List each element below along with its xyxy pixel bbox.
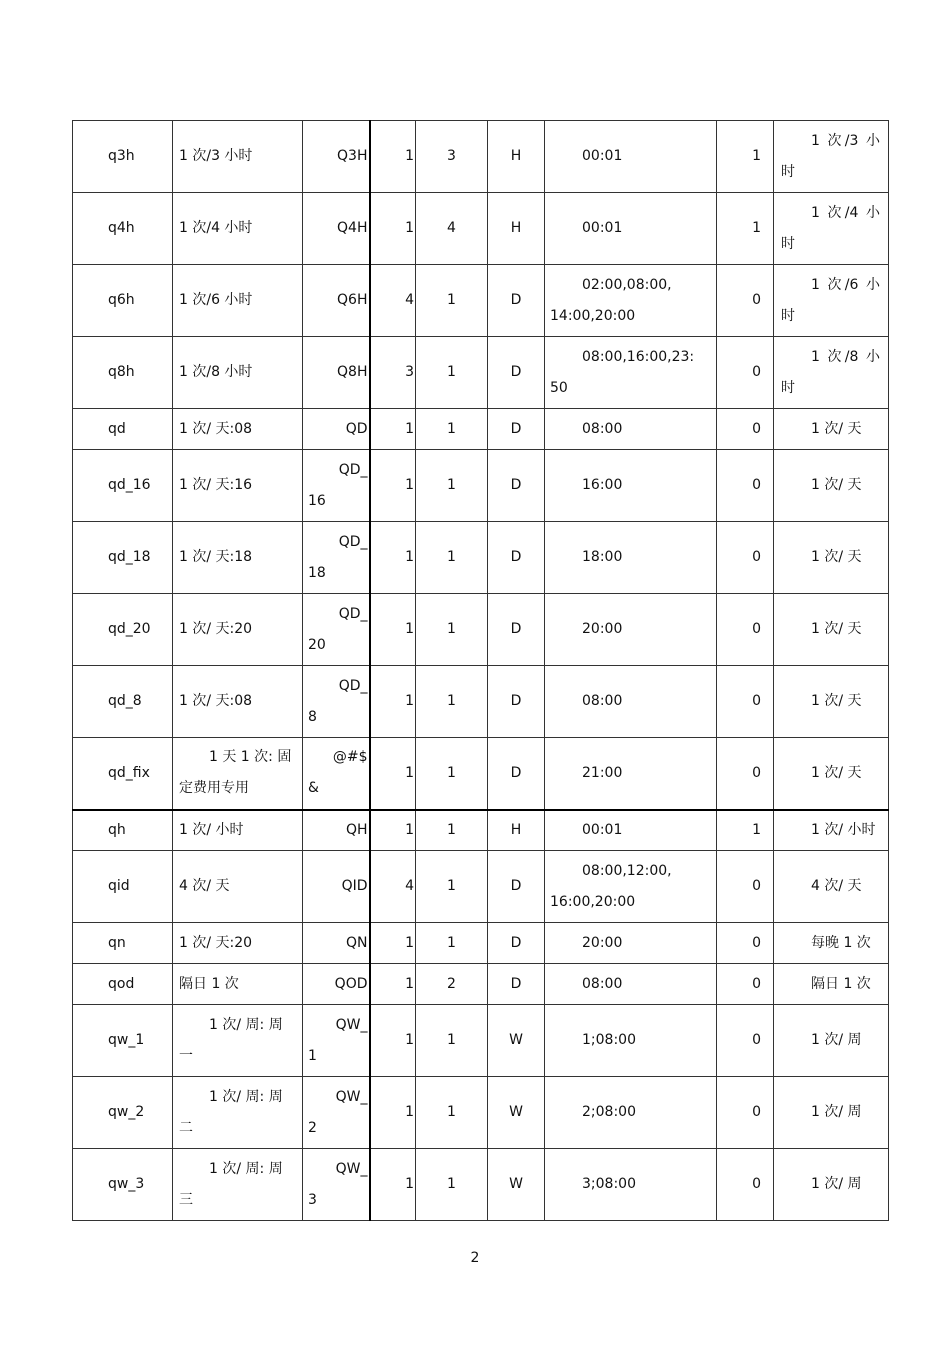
times-count: 1 [370,121,416,193]
flag-value: 0 [717,265,774,337]
interval-value: 1 [416,450,488,522]
frequency-code: q4h [73,193,173,265]
execution-times-line: 2;08:00 [582,1104,636,1120]
frequency-abbreviation [303,594,370,666]
frequency-note-line: 1 次/8 小 [811,348,880,365]
frequency-code: qw_3 [73,1149,173,1221]
interval-unit: D [488,923,545,964]
table-row [73,121,889,193]
execution-times [545,193,717,265]
frequency-abbreviation-line: QD_ [338,605,368,622]
frequency-code: qd_18 [73,522,173,594]
frequency-description-line: 隔日 1 次 [179,975,239,992]
interval-unit: D [488,265,545,337]
frequency-description [173,738,303,810]
frequency-note-line: 1 次/ 天 [811,693,862,709]
frequency-abbreviation-line: QID [341,878,368,894]
table-row [73,409,889,450]
execution-times [545,450,717,522]
execution-times [545,121,717,193]
execution-times-line: 00:01 [582,220,623,236]
frequency-abbreviation-line: QD_ [338,533,368,550]
flag-value: 0 [717,409,774,450]
frequency-abbreviation-line: QN [346,934,368,951]
execution-times-line: 3;08:00 [582,1176,636,1192]
frequency-abbreviation-line: 18 [308,564,326,581]
flag-value: 0 [717,851,774,923]
frequency-abbreviation [303,265,370,337]
interval-unit: W [488,1005,545,1077]
interval-unit: D [488,594,545,666]
execution-times-line: 08:00 [582,975,623,992]
frequency-note [774,522,889,594]
frequency-note-line: 4 次/ 天 [811,878,862,894]
frequency-note [774,450,889,522]
frequency-code: q3h [73,121,173,193]
frequency-description [173,810,303,851]
frequency-description [173,337,303,409]
frequency-abbreviation-line: 3 [308,1191,317,1208]
table-row [73,1149,889,1221]
frequency-description-line: 1 次/ 天:16 [179,477,253,493]
flag-value: 1 [717,193,774,265]
frequency-note-line: 1 次/ 天 [811,477,862,493]
interval-unit: D [488,666,545,738]
frequency-note [774,409,889,450]
frequency-description [173,265,303,337]
frequency-code: qd_8 [73,666,173,738]
frequency-note [774,738,889,810]
frequency-description [173,121,303,193]
frequency-note [774,337,889,409]
frequency-abbreviation [303,1005,370,1077]
frequency-note-line: 1 次/ 天 [811,621,862,637]
flag-value: 0 [717,337,774,409]
frequency-abbreviation-line: 2 [308,1119,317,1136]
times-count: 1 [370,810,416,851]
frequency-abbreviation [303,1077,370,1149]
frequency-note-line: 每晚 1 次 [811,934,871,951]
execution-times-line: 18:00 [582,549,623,565]
execution-times [545,1005,717,1077]
frequency-code: qd_20 [73,594,173,666]
frequency-description [173,964,303,1005]
frequency-abbreviation-line: & [308,780,319,797]
frequency-note [774,594,889,666]
frequency-abbreviation-line: 8 [308,708,317,725]
frequency-note-line: 1 次/ 周 [811,1104,862,1120]
frequency-abbreviation [303,923,370,964]
flag-value: 0 [717,1077,774,1149]
interval-value: 1 [416,738,488,810]
frequency-abbreviation-line: Q6H [337,292,368,308]
flag-value: 0 [717,450,774,522]
frequency-description [173,594,303,666]
frequency-note [774,1005,889,1077]
table-row [73,337,889,409]
interval-unit: H [488,121,545,193]
frequency-abbreviation [303,450,370,522]
execution-times-line: 14:00,20:00 [550,307,636,324]
interval-value: 1 [416,337,488,409]
execution-times [545,851,717,923]
times-count: 1 [370,1077,416,1149]
frequency-abbreviation-line: QW_ [335,1016,368,1033]
flag-value: 0 [717,923,774,964]
frequency-code: qd_fix [73,738,173,810]
frequency-abbreviation [303,666,370,738]
frequency-note-line: 1 次/ 周 [811,1032,862,1048]
frequency-abbreviation [303,193,370,265]
frequency-note [774,121,889,193]
frequency-abbreviation-line: 1 [308,1047,317,1064]
frequency-abbreviation-line: QOD [334,975,368,992]
frequency-code: q8h [73,337,173,409]
frequency-note-line: 1 次/ 天 [811,549,862,565]
frequency-code: qd [73,409,173,450]
frequency-abbreviation [303,522,370,594]
execution-times-line: 08:00,12:00, [582,862,672,879]
table-row [73,265,889,337]
interval-value: 1 [416,923,488,964]
interval-unit: W [488,1077,545,1149]
execution-times [545,738,717,810]
times-count: 1 [370,964,416,1005]
times-count: 4 [370,265,416,337]
frequency-description-line: 1 次/ 天:20 [179,934,253,951]
frequency-note-line: 1 次/ 小时 [811,821,876,838]
execution-times [545,265,717,337]
execution-times [545,1077,717,1149]
frequency-description-line: 1 次/ 天:20 [179,621,253,637]
table-row [73,666,889,738]
execution-times-line: 08:00 [582,693,623,709]
frequency-note [774,666,889,738]
frequency-code: qid [73,851,173,923]
interval-value: 3 [416,121,488,193]
frequency-code: qw_1 [73,1005,173,1077]
table-row [73,851,889,923]
flag-value: 1 [717,121,774,193]
execution-times-line: 00:01 [582,821,623,838]
flag-value: 0 [717,666,774,738]
frequency-note [774,1149,889,1221]
interval-value: 1 [416,522,488,594]
interval-unit: D [488,851,545,923]
table-row [73,1005,889,1077]
flag-value: 0 [717,1149,774,1221]
frequency-abbreviation-line: 20 [308,636,326,653]
execution-times [545,594,717,666]
times-count: 1 [370,738,416,810]
frequency-note-line: 1 次/4 小 [811,204,880,221]
execution-times [545,522,717,594]
frequency-note-line: 时 [781,379,795,396]
frequency-abbreviation-line: 16 [308,492,326,509]
table-row [73,193,889,265]
interval-value: 1 [416,1077,488,1149]
frequency-description-line: 1 次/ 天:08 [179,693,253,709]
execution-times [545,964,717,1005]
flag-value: 0 [717,1005,774,1077]
frequency-code: qod [73,964,173,1005]
execution-times [545,923,717,964]
times-count: 1 [370,1149,416,1221]
frequency-description [173,193,303,265]
execution-times-line: 00:01 [582,148,623,164]
frequency-abbreviation [303,1149,370,1221]
table-row [73,738,889,810]
times-count: 1 [370,666,416,738]
frequency-code: qd_16 [73,450,173,522]
frequency-abbreviation [303,738,370,810]
frequency-description-line: 1 次/ 周: 周 [209,1160,283,1177]
frequency-abbreviation [303,409,370,450]
frequency-description [173,923,303,964]
times-count: 1 [370,450,416,522]
frequency-note [774,265,889,337]
frequency-description-line: 1 次/3 小时 [179,148,253,164]
frequency-note-line: 时 [781,163,795,180]
frequency-description-line: 三 [179,1191,193,1208]
interval-value: 2 [416,964,488,1005]
frequency-abbreviation-line: Q3H [337,148,368,164]
frequency-description-line: 一 [179,1047,193,1064]
execution-times [545,409,717,450]
interval-value: 1 [416,666,488,738]
frequency-note-line: 1 次/ 周 [811,1176,862,1192]
frequency-note [774,923,889,964]
interval-value: 1 [416,594,488,666]
frequency-code: qw_2 [73,1077,173,1149]
frequency-note [774,1077,889,1149]
frequency-description-line: 4 次/ 天 [179,878,230,894]
frequency-abbreviation-line: QW_ [335,1160,368,1177]
frequency-description-line: 定费用专用 [179,780,249,797]
frequency-description-line: 1 次/ 天:18 [179,549,253,565]
frequency-abbreviation [303,337,370,409]
frequency-abbreviation-line: QD_ [338,677,368,694]
execution-times [545,337,717,409]
table-row [73,594,889,666]
frequency-code: qn [73,923,173,964]
interval-unit: H [488,193,545,265]
page-number: 2 [470,1250,480,1266]
frequency-note-line: 1 次/ 天 [811,420,862,437]
frequency-abbreviation-line: @#$ [332,749,368,766]
frequency-note [774,851,889,923]
times-count: 1 [370,923,416,964]
frequency-code: q6h [73,265,173,337]
frequency-abbreviation [303,964,370,1005]
frequency-code: qh [73,810,173,851]
execution-times-line: 02:00,08:00, [582,276,672,293]
interval-value: 1 [416,265,488,337]
flag-value: 0 [717,964,774,1005]
frequency-description [173,851,303,923]
frequency-note [774,193,889,265]
frequency-description-line: 1 次/6 小时 [179,292,253,308]
interval-value: 1 [416,1005,488,1077]
times-count: 1 [370,522,416,594]
frequency-description [173,522,303,594]
times-count: 1 [370,594,416,666]
frequency-abbreviation-line: QH [345,821,368,838]
table-row [73,450,889,522]
interval-unit: D [488,409,545,450]
execution-times-line: 16:00 [582,477,623,493]
execution-times [545,1149,717,1221]
frequency-description-line: 1 天 1 次: 固 [209,749,292,766]
times-count: 4 [370,851,416,923]
frequency-note-line: 1 次/3 小 [811,132,880,149]
times-count: 1 [370,1005,416,1077]
frequency-description-line: 1 次/ 小时 [179,821,244,838]
interval-unit: H [488,810,545,851]
execution-times-line: 1;08:00 [582,1032,636,1048]
execution-times-line: 21:00 [582,764,623,781]
execution-times-line: 08:00 [582,420,623,437]
frequency-description-line: 二 [179,1119,193,1136]
times-count: 1 [370,409,416,450]
frequency-note-line: 1 次/ 天 [811,764,862,781]
flag-value: 0 [717,738,774,810]
frequency-table [72,120,889,1221]
interval-unit: D [488,450,545,522]
frequency-abbreviation-line: Q4H [337,220,368,236]
execution-times [545,810,717,851]
interval-value: 1 [416,851,488,923]
interval-unit: D [488,337,545,409]
frequency-description-line: 1 次/ 天:08 [179,420,253,437]
table-row [73,522,889,594]
flag-value: 1 [717,810,774,851]
execution-times-line: 20:00 [582,934,623,951]
flag-value: 0 [717,522,774,594]
interval-unit: W [488,1149,545,1221]
interval-value: 4 [416,193,488,265]
times-count: 3 [370,337,416,409]
frequency-description [173,1005,303,1077]
frequency-description [173,409,303,450]
frequency-description-line: 1 次/ 周: 周 [209,1016,283,1033]
interval-unit: D [488,964,545,1005]
execution-times-line: 16:00,20:00 [550,893,636,910]
frequency-abbreviation [303,851,370,923]
frequency-abbreviation-line: QW_ [335,1088,368,1105]
frequency-abbreviation-line: QD [345,420,368,437]
frequency-note-line: 时 [781,235,795,252]
interval-unit: D [488,522,545,594]
frequency-description-line: 1 次/ 周: 周 [209,1088,283,1105]
table-row [73,923,889,964]
frequency-description [173,1149,303,1221]
frequency-description [173,1077,303,1149]
frequency-abbreviation-line: QD_ [338,461,368,478]
frequency-abbreviation-line: Q8H [337,364,368,380]
frequency-note-line: 隔日 1 次 [811,975,871,992]
times-count: 1 [370,193,416,265]
frequency-note-line: 1 次/6 小 [811,276,880,293]
table-row [73,810,889,851]
frequency-description-line: 1 次/4 小时 [179,220,253,236]
frequency-description [173,666,303,738]
frequency-description-line: 1 次/8 小时 [179,364,253,380]
interval-unit: D [488,738,545,810]
frequency-note [774,810,889,851]
frequency-note [774,964,889,1005]
execution-times-line: 08:00,16:00,23: [582,348,695,365]
interval-value: 1 [416,409,488,450]
frequency-abbreviation [303,810,370,851]
frequency-note-line: 时 [781,307,795,324]
frequency-abbreviation [303,121,370,193]
frequency-description [173,450,303,522]
table-row [73,964,889,1005]
flag-value: 0 [717,594,774,666]
interval-value: 1 [416,810,488,851]
execution-times-line: 50 [550,379,568,396]
interval-value: 1 [416,1149,488,1221]
table-row [73,1077,889,1149]
execution-times [545,666,717,738]
execution-times-line: 20:00 [582,621,623,637]
